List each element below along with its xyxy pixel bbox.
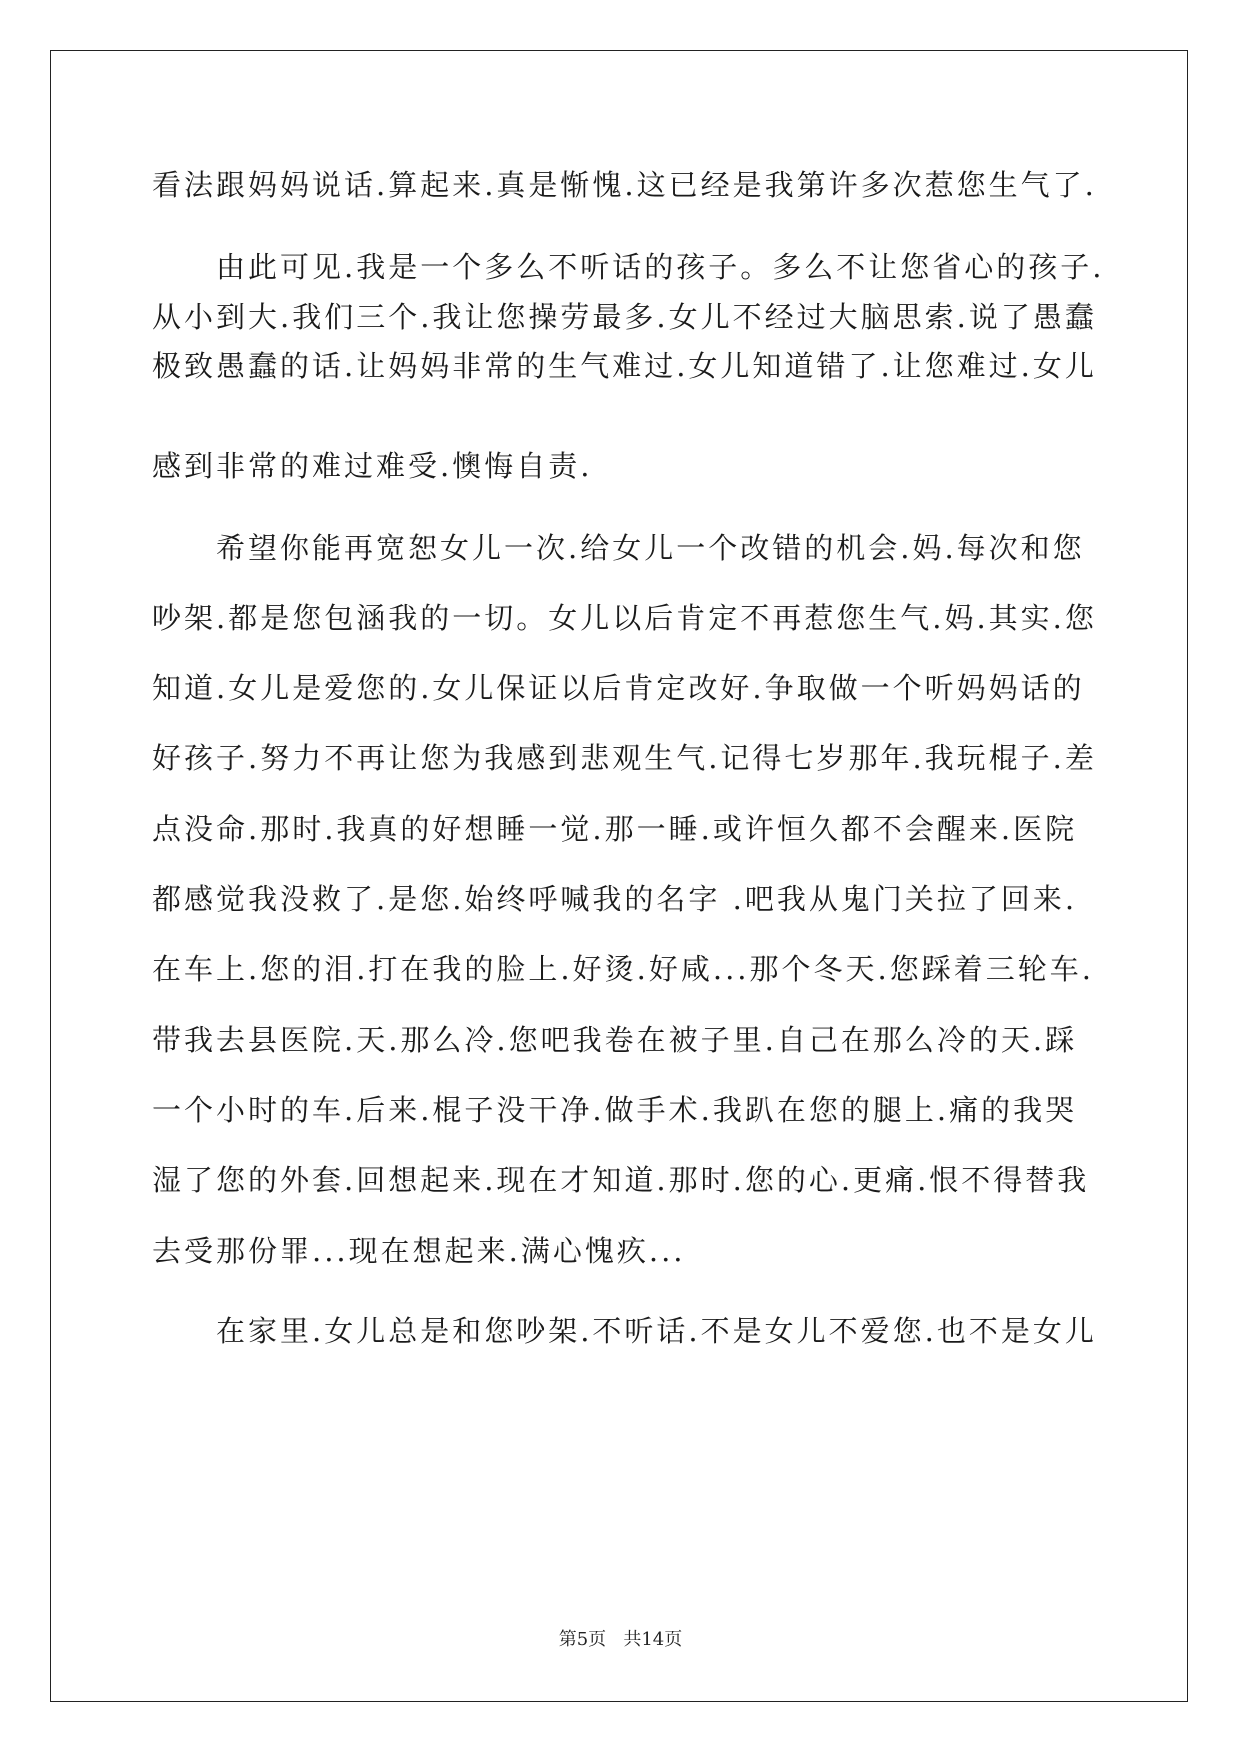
paragraph-start-line: 在家里.女儿总是和您吵架.不听话.不是女儿不爱您.也不是女儿 xyxy=(216,1314,1097,1348)
text-line: 知道.女儿是爱您的.女儿保证以后肯定改好.争取做一个听妈妈话的 xyxy=(152,671,1085,705)
text-line: 极致愚蠢的话.让妈妈非常的生气难过.女儿知道错了.让您难过.女儿 xyxy=(152,349,1097,383)
paragraph-start-line: 由此可见.我是一个多么不听话的孩子。多么不让您省心的孩子. xyxy=(216,250,1105,284)
page-border xyxy=(50,50,1188,1702)
text-line: 好孩子.努力不再让您为我感到悲观生气.记得七岁那年.我玩棍子.差 xyxy=(152,741,1097,775)
text-line: 点没命.那时.我真的好想睡一觉.那一睡.或许恒久都不会醒来.医院 xyxy=(152,812,1078,846)
text-line: 在车上.您的泪.打在我的脸上.好烫.好咸...那个冬天.您踩着三轮车. xyxy=(152,952,1094,986)
text-line: 感到非常的难过难受.懊悔自责. xyxy=(152,449,593,483)
text-line: 去受那份罪...现在想起来.满心愧疚... xyxy=(152,1234,686,1268)
text-line: 都感觉我没救了.是您.始终呼喊我的名字 .吧我从鬼门关拉了回来. xyxy=(152,882,1078,916)
page-number: 第5页 共14页 xyxy=(558,1629,683,1650)
text-line: 吵架.都是您包涵我的一切。女儿以后肯定不再惹您生气.妈.其实.您 xyxy=(152,601,1097,635)
paragraph-start-line: 希望你能再宽恕女儿一次.给女儿一个改错的机会.妈.每次和您 xyxy=(216,531,1085,565)
text-line: 湿了您的外套.回想起来.现在才知道.那时.您的心.更痛.恨不得替我 xyxy=(152,1163,1090,1197)
text-line: 从小到大.我们三个.我让您操劳最多.女儿不经过大脑思索.说了愚蠢 xyxy=(152,300,1097,334)
text-line: 带我去县医院.天.那么冷.您吧我卷在被子里.自己在那么冷的天.踩 xyxy=(152,1023,1078,1057)
text-line: 一个小时的车.后来.棍子没干净.做手术.我趴在您的腿上.痛的我哭 xyxy=(152,1093,1078,1127)
text-line: 看法跟妈妈说话.算起来.真是惭愧.这已经是我第许多次惹您生气了. xyxy=(152,168,1097,202)
